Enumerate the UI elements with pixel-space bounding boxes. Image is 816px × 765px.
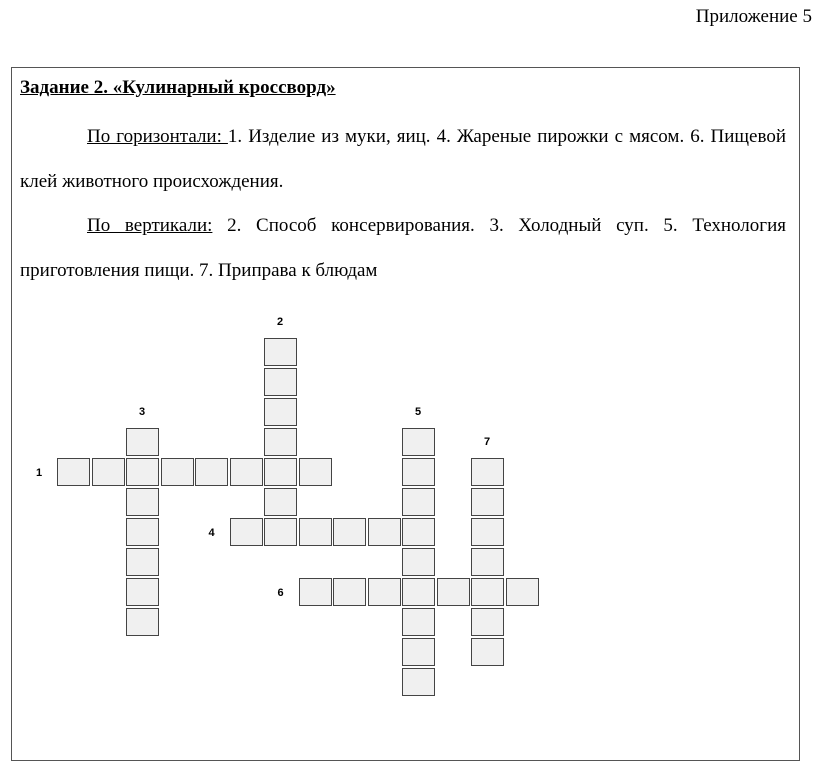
appendix-label: Приложение 5 xyxy=(695,6,812,27)
crossword-cell[interactable] xyxy=(126,458,159,486)
crossword-cell[interactable] xyxy=(299,518,332,546)
crossword-cell[interactable] xyxy=(471,518,504,546)
crossword-cell[interactable] xyxy=(402,518,435,546)
crossword-cell[interactable] xyxy=(402,578,435,606)
crossword-cell[interactable] xyxy=(471,608,504,636)
vertical-clues-label: По вертикали: xyxy=(87,215,213,236)
crossword-cell[interactable] xyxy=(126,518,159,546)
crossword-cell[interactable] xyxy=(57,458,90,486)
crossword-cell[interactable] xyxy=(471,578,504,606)
crossword-cell[interactable] xyxy=(437,578,470,606)
crossword-cell[interactable] xyxy=(195,458,228,486)
crossword-cell[interactable] xyxy=(264,368,297,396)
vertical-clues-text: 2. Способ консервирования. 3. Холодный суп. 5. Технология приготовления пищи. 7. Приправа к блюдам xyxy=(20,215,786,281)
horizontal-clues-label: По горизонтали: xyxy=(87,126,228,147)
crossword-cell[interactable] xyxy=(402,488,435,516)
crossword-cell[interactable] xyxy=(264,488,297,516)
task-title: Задание 2. «Кулинарный кроссворд» xyxy=(20,77,336,98)
crossword-cell[interactable] xyxy=(471,458,504,486)
crossword-cell[interactable] xyxy=(471,548,504,576)
crossword-cell[interactable] xyxy=(333,578,366,606)
crossword-cell[interactable] xyxy=(264,458,297,486)
crossword-cell[interactable] xyxy=(368,578,401,606)
crossword-cell[interactable] xyxy=(126,578,159,606)
crossword-cell[interactable] xyxy=(402,668,435,696)
crossword-cell[interactable] xyxy=(402,608,435,636)
crossword-cell[interactable] xyxy=(471,638,504,666)
crossword-cell[interactable] xyxy=(333,518,366,546)
crossword-cell[interactable] xyxy=(471,488,504,516)
crossword-cell[interactable] xyxy=(402,458,435,486)
crossword-cell[interactable] xyxy=(92,458,125,486)
clue-number-5: 5 xyxy=(415,406,422,418)
crossword-cell[interactable] xyxy=(402,428,435,456)
crossword-cell[interactable] xyxy=(264,398,297,426)
crossword-cell[interactable] xyxy=(299,458,332,486)
crossword-cell[interactable] xyxy=(230,458,263,486)
crossword-cell[interactable] xyxy=(126,548,159,576)
clue-number-3: 3 xyxy=(139,406,146,418)
crossword-cell[interactable] xyxy=(230,518,263,546)
crossword-cell[interactable] xyxy=(506,578,539,606)
clue-number-1: 1 xyxy=(36,467,43,479)
crossword-cell[interactable] xyxy=(126,488,159,516)
clue-number-4: 4 xyxy=(208,527,215,539)
crossword-cell[interactable] xyxy=(264,518,297,546)
clue-number-7: 7 xyxy=(484,436,491,448)
crossword-cell[interactable] xyxy=(126,608,159,636)
clue-number-2: 2 xyxy=(277,316,284,328)
crossword-cell[interactable] xyxy=(264,338,297,366)
clue-number-6: 6 xyxy=(277,587,284,599)
crossword-cell[interactable] xyxy=(126,428,159,456)
crossword-cell[interactable] xyxy=(368,518,401,546)
horizontal-clues-text: 1. Изделие из муки, яиц. 4. Жареные пирожки с мясом. 6. Пищевой клей животного происхождения. xyxy=(20,126,786,192)
crossword-cell[interactable] xyxy=(264,428,297,456)
crossword-cell[interactable] xyxy=(299,578,332,606)
crossword-cell[interactable] xyxy=(161,458,194,486)
crossword-cell[interactable] xyxy=(402,638,435,666)
crossword-cell[interactable] xyxy=(402,548,435,576)
